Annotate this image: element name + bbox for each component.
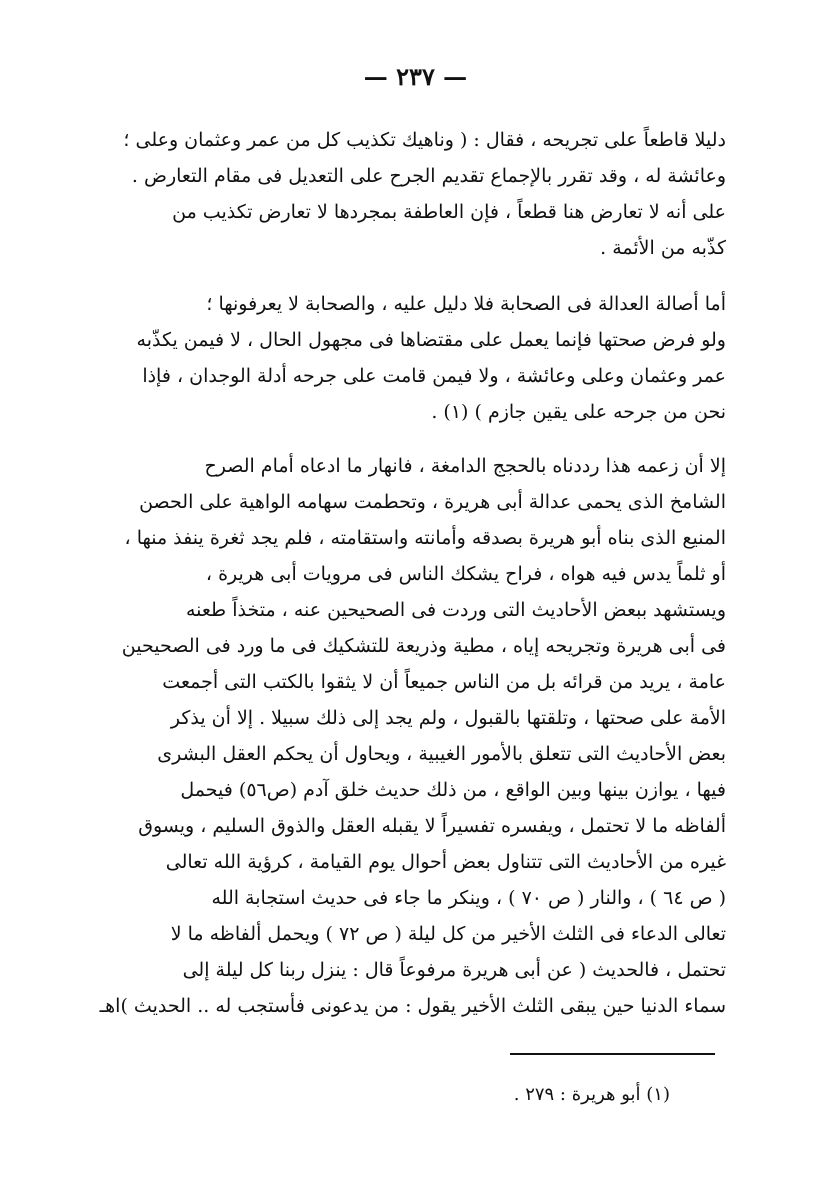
text-line: فى أبى هريرة وتجريحه إياه ، مطية وذريعة للتشكيك فى ما ورد فى الصحيحين bbox=[121, 635, 726, 657]
text-line: وعائشة له ، وقد تقرر بالإجماع تقديم الجرح على التعديل فى مقام التعارض . bbox=[131, 165, 726, 187]
text-line: سماء الدنيا حين يبقى الثلث الأخير يقول : من يدعونى فأستجب له .. الحديث )اهـ bbox=[99, 995, 726, 1017]
text-line: إلا أن زعمه هذا رددناه بالحجج الدامغة ، فانهار ما ادعاه أمام الصرح bbox=[204, 455, 726, 477]
paragraph-3 bbox=[92, 448, 726, 1024]
text-line: تحتمل ، فالحديث ( عن أبى هريرة مرفوعاً قال : ينزل ربنا كل ليلة إلى bbox=[182, 959, 726, 981]
text-line: أما أصالة العدالة فى الصحابة فلا دليل عليه ، والصحابة لا يعرفونها ؛ bbox=[206, 293, 726, 315]
text-line: فيها ، يوازن بينها وبين الواقع ، من ذلك حديث خلق آدم (ص٥٦) فيحمل bbox=[180, 779, 726, 801]
text-line: عامة ، يريد من قرائه بل من الناس جميعاً أن لا يثقوا بالكتب التى أجمعت bbox=[162, 671, 726, 693]
footnote-divider bbox=[510, 1053, 715, 1055]
text-line: عمر وعثمان وعلى وعائشة ، ولا فيمن قامت على جرحه أدلة الوجدان ، فإذا bbox=[142, 365, 726, 387]
text-line: ( ص ٦٤ ) ، والنار ( ص ٧٠ ) ، وينكر ما جاء فى حديث استجابة الله bbox=[211, 887, 726, 909]
text-line: كذّبه من الأئمة . bbox=[600, 237, 726, 259]
text-line: تعالى الدعاء فى الثلث الأخير من كل ليلة ( ص ٧٢ ) ويحمل ألفاظه ما لا bbox=[170, 923, 726, 945]
text-line: أو ثلماً يدس فيه هواه ، فراح يشكك الناس فى مرويات أبى هريرة ، bbox=[205, 563, 726, 585]
text-line: ألفاظه ما لا تحتمل ، ويفسره تفسيراً لا يقبله العقل والذوق السليم ، ويسوق bbox=[138, 815, 726, 837]
footnote: (١) أبو هريرة : ٢٧٩ . bbox=[513, 1084, 670, 1105]
text-line: الشامخ الذى يحمى عدالة أبى هريرة ، وتحطمت سهامه الواهية على الحصن bbox=[139, 491, 726, 513]
page-number: — ٢٣٧ — bbox=[363, 62, 468, 91]
text-line: المنيع الذى بناه أبو هريرة بصدقه وأمانته واستقامته ، فلم يجد ثغرة ينفذ منها ، bbox=[124, 527, 726, 549]
paragraph-2 bbox=[92, 286, 726, 430]
text-line: نحن من جرحه على يقين جازم ) (١) . bbox=[431, 401, 726, 423]
text-line: الأمة على صحتها ، وتلقتها بالقبول ، ولم يجد إلى ذلك سبيلا . إلا أن يذكر bbox=[170, 707, 726, 729]
text-line: بعض الأحاديث التى تتعلق بالأمور الغيبية ، ويحاول أن يحكم العقل البشرى bbox=[157, 743, 726, 765]
paragraph-1 bbox=[92, 122, 726, 266]
text-line: ولو فرض صحتها فإنما يعمل على مقتضاها فى مجهول الحال ، لا فيمن يكذّبه bbox=[136, 329, 726, 351]
text-line: غيره من الأحاديث التى تتناول بعض أحوال يوم القيامة ، كرؤية الله تعالى bbox=[165, 851, 726, 873]
text-line: دليلا قاطعاً على تجريحه ، فقال : ( وناهيك تكذيب كل من عمر وعثمان وعلى ؛ bbox=[123, 129, 726, 151]
text-line: على أنه لا تعارض هنا قطعاً ، فإن العاطفة بمجردها لا تعارض تكذيب من bbox=[172, 201, 726, 223]
text-line: ويستشهد ببعض الأحاديث التى وردت فى الصحيحين عنه ، متخذاً طعنه bbox=[185, 599, 726, 621]
